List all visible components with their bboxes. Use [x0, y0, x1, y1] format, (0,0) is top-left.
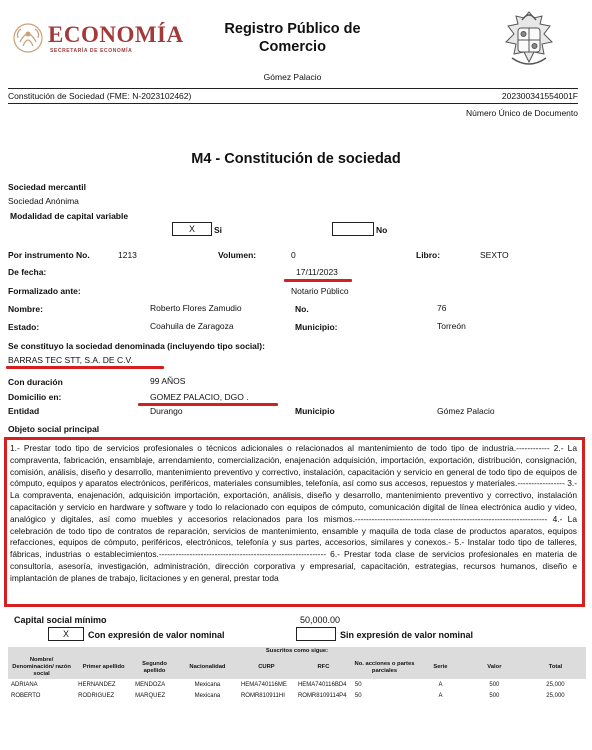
entidad-value: Durango — [150, 406, 183, 416]
cell-primer-apellido: RODRIGUEZ — [78, 692, 115, 699]
denominacion-value: BARRAS TEC STT, S.A. DE C.V. — [8, 355, 133, 365]
fecha-value: 17/11/2023 — [296, 267, 338, 277]
fecha-label: De fecha: — [8, 267, 47, 277]
formalizado-label: Formalizado ante: — [8, 286, 81, 296]
cell-nacionalidad: Mexicana — [194, 681, 221, 688]
si-label: Si — [214, 225, 223, 235]
fecha-highlight — [284, 279, 352, 282]
cell-segundo-apellido: MARQUEZ — [135, 692, 166, 699]
entidad-label: Entidad — [8, 406, 40, 416]
fme-reference: Constitución de Sociedad (FME: N-2023102462) — [8, 91, 192, 101]
folio-label: Número Único de Documento — [466, 108, 578, 118]
duracion-value: 99 AÑOS — [150, 376, 186, 386]
col-header-rfc: RFC — [295, 656, 352, 679]
duracion-label: Con duración — [8, 377, 63, 387]
cell-total: 25,000 — [546, 681, 565, 688]
capital-value: 50,000.00 — [300, 615, 341, 625]
formalizado-value: Notario Público — [291, 286, 349, 296]
municipio-value: Torreón — [437, 321, 466, 331]
nombre-value: Roberto Flores Zamudio — [150, 303, 242, 313]
col-header-curp: CURP — [238, 656, 295, 679]
col-header-nombre: Nombre/ Denominación/ razón social — [8, 656, 75, 679]
logo-subtitle: SECRETARÍA DE ECONOMÍA — [50, 48, 133, 54]
modalidad-label: Modalidad de capital variable — [10, 211, 129, 221]
domicilio-value: GOMEZ PALACIO, DGO . — [150, 392, 249, 402]
libro-value: SEXTO — [480, 250, 509, 260]
municipio-label: Municipio: — [295, 322, 338, 332]
coat-of-arms-seal-icon — [498, 8, 560, 72]
suscritos-caption: Suscritos como sigue: — [8, 647, 586, 656]
cell-curp: HEMA740116ME — [240, 681, 287, 688]
cell-rfc: ROMR8109114P4 — [297, 692, 347, 699]
office-city: Gómez Palacio — [263, 72, 322, 82]
si-checkbox[interactable]: X — [172, 222, 212, 236]
document-title: Registro Público de Comercio — [224, 21, 361, 55]
sociedad-value: Sociedad Anónima — [8, 196, 79, 206]
col-header-primer-apellido: Primer apellido — [75, 656, 132, 679]
sin-valor-checkbox[interactable] — [296, 627, 336, 641]
notario-no-label: No. — [295, 304, 309, 314]
cell-nombre: ADRIANA — [11, 681, 38, 688]
volumen-value: 0 — [291, 250, 296, 260]
objeto-social-text: 1.- Prestar todo tipo de servicios profesionales o técnicos adicionales o relacionados al mantenimiento de todo tipo de industria.------------ 2.- La compraventa, fabricación, ensamblaje, arrendamiento, comercialización, enajenación adquisición, importación, exportación, distribución, consignación, comisión, análisis, diseño y desarrollo, mantenimiento preventivo y correctivo, instalación, capacitación y servicio en general de todo tipo de equipos de cómputo, equipos y aparatos electrónicos, periféricos, materiales consumibles, telefonía, así como sus accesos, repuestos y materiales.----------------- 3.- La compraventa, enajenación, adquisición importación, exportación, análisis, diseño y desarrollo, mantenimiento preventivo y correctivo, instalación capacitación y servicio en hardware y software y todo lo relacionado con equipos de cómputo, comunicación digital de línea electrónica audio y video, analógico y digitales, así como muebles y accesorios relacionados para los mismos.--------------------------------------------------------------------- 4.- La celebración de todo tipo de contratos de reparación, servicios de mantenimiento, ensamble y maquila de toda clase de productos aparatos, equipos refacciones, equipos de cómputo, periféricos, electrónicos, telefonía y sus partes, accesorios, similares y conexos.- 5.- Instalar todo tipo de talleres, fábricas, industrias o establecimientos.------------------------------------------------------------ 6.- Prestar toda clase de servicios profesionales en materia de consultoría, asesoría, investigación, administración, dirección corporativa y empresarial, capacitación, estrategias, recursos humanos, diseño e implantación de planes de trabajo, licitaciones y en general, prestar toda — [10, 443, 577, 583]
logo-wordmark: ECONOMÍA — [48, 22, 184, 47]
cell-rfc: HEMA740116BD4 — [297, 681, 347, 688]
capital-label: Capital social mínimo — [14, 615, 107, 625]
col-header-serie: Serie — [417, 656, 464, 679]
page-title: M4 - Constitución de sociedad — [191, 151, 401, 167]
cell-segundo-apellido: MENDOZA — [135, 681, 166, 688]
domicilio-label: Domicilio en: — [8, 392, 62, 402]
instrumento-label: Por instrumento No. — [8, 250, 90, 260]
cell-nombre: ROBERTO — [11, 692, 41, 699]
nombre-label: Nombre: — [8, 304, 43, 314]
cell-curp: ROMR810911HI — [240, 692, 285, 699]
col-header-acciones: No. acciones o partes parciales — [352, 656, 417, 679]
denominacion-highlight — [6, 366, 164, 369]
col-header-total: Total — [525, 656, 586, 679]
cell-primer-apellido: HERNANDEZ — [78, 681, 116, 688]
libro-label: Libro: — [416, 250, 441, 260]
eagle-emblem-icon — [12, 20, 44, 58]
instrumento-value: 1213 — [118, 250, 137, 260]
col-header-nacionalidad: Nacionalidad — [177, 656, 238, 679]
notario-no-value: 76 — [437, 303, 447, 313]
table-row — [8, 679, 586, 690]
objeto-label: Objeto social principal — [8, 424, 100, 434]
cell-serie: A — [438, 681, 443, 688]
estado-label: Estado: — [8, 322, 40, 332]
estado-value: Coahuila de Zaragoza — [150, 321, 234, 331]
denominacion-label: Se constituyo la sociedad denominada (incluyendo tipo social): — [8, 341, 265, 351]
no-checkbox[interactable] — [332, 222, 374, 236]
folio-number: 202300341554001F — [501, 91, 578, 101]
objeto-social-box — [4, 437, 585, 607]
cell-serie: A — [438, 692, 443, 699]
cell-nacionalidad: Mexicana — [194, 692, 221, 699]
cell-total: 25,000 — [546, 692, 565, 699]
col-header-segundo-apellido: Segundo apellido — [132, 656, 177, 679]
cell-valor: 500 — [489, 681, 500, 688]
con-valor-label: Con expresión de valor nominal — [88, 630, 225, 640]
suscritos-table — [8, 647, 586, 701]
table-row — [8, 690, 586, 701]
cell-acciones: 50 — [354, 692, 362, 699]
economia-logo — [12, 20, 202, 60]
municipio-domicilio-label: Municipio — [295, 406, 335, 416]
con-valor-checkbox[interactable]: X — [48, 627, 84, 641]
cell-valor: 500 — [489, 692, 500, 699]
no-label: No — [376, 225, 388, 235]
volumen-label: Volumen: — [218, 250, 257, 260]
municipio-domicilio-value: Gómez Palacio — [437, 406, 495, 416]
cell-acciones: 50 — [354, 681, 362, 688]
col-header-valor: Valor — [464, 656, 525, 679]
sin-valor-label: Sin expresión de valor nominal — [340, 630, 474, 640]
sociedad-label: Sociedad mercantil — [8, 182, 86, 192]
